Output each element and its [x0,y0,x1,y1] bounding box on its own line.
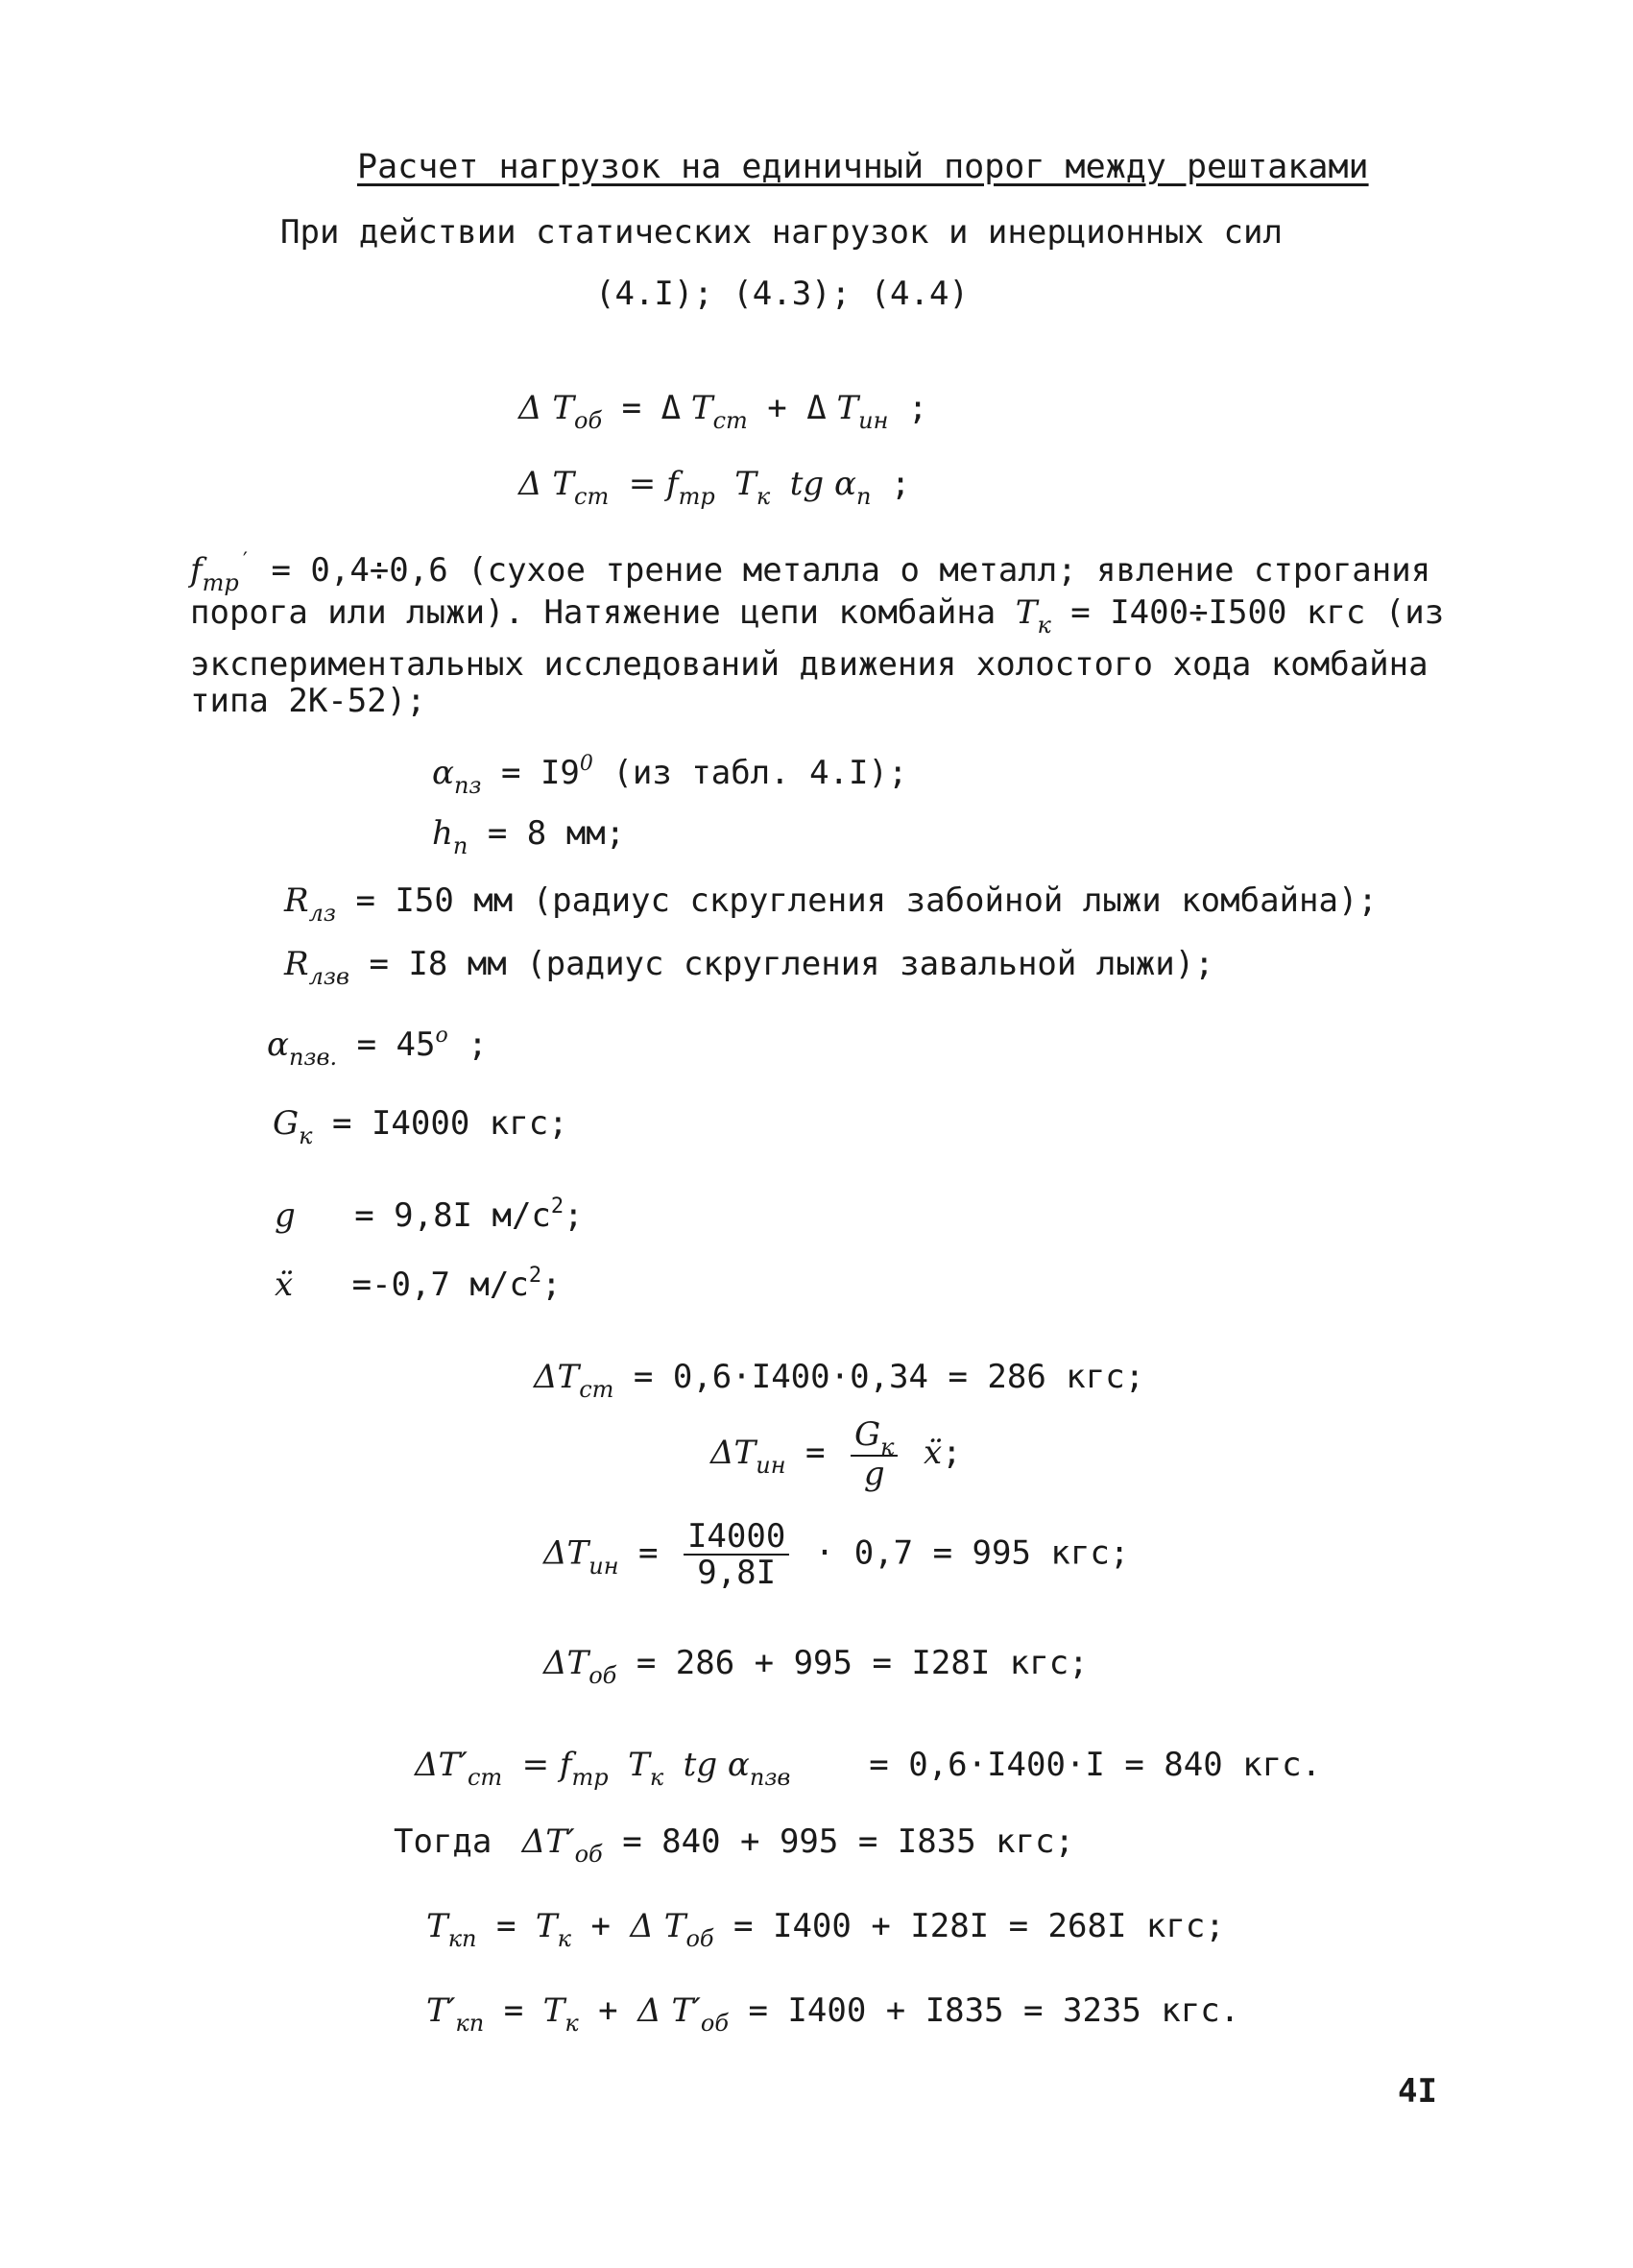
para-line-3: экспериментальных исследований движения холостого хода комбайна [190,645,1429,684]
calc-dT-ob-prime: Тогда $\Delta T'_{об} = 840 + 995 = I835$ кгс; [394,1822,1075,1868]
param-h-p: $h_п = 8$ мм; [432,814,626,859]
para-line-1: $f_{тр}' = 0,4\div 0,6$ (сухое трение металла о металл; явление строгания [190,549,1431,596]
calc-dT-in-formula: $\Delta T_{ин}$ = $\frac{G_к}{g}$ ẍ; [710,1415,962,1493]
subtitle: При действии статических нагрузок и инерционных сил [280,213,1283,252]
param-x-ddot: ẍ =-0,7 $м/с^2$; [275,1264,562,1304]
page-number: 4I [1398,2072,1437,2111]
param-alpha-pz: $\alpha_{пз} = I9^0$ (из табл. 4.I); [432,752,908,799]
param-R-lzv: $R_{лзв} = I8$ мм (радиус скругления завальной лыжи); [284,945,1214,990]
calc-dT-ob: $\Delta T_{об} = 286 + 995 = I28I$ кгс; [543,1644,1089,1689]
para-line-2: порога или лыжи). Натяжение цепи комбайна $T_к = I400\div I500$ кгс (из [190,593,1445,639]
param-g: g = 9,8I $м/с^2$; [275,1194,584,1235]
equation-static-load: Δ $T_{ст} = f_{тр}$ $T_к$ tg $\alpha_п$ ; [518,465,911,510]
page-title: Расчет нагрузок на единичный порог между рештаками [357,148,1369,186]
calc-dT-st: $\Delta T_{ст} = 0,6\cdot I400\cdot 0,34 = 286$ кгс; [534,1358,1145,1403]
calc-dT-in: $\Delta T_{ин}$ = $\frac{I4000}{9,8I}$ · 0,7 = 995 кгс; [543,1517,1130,1592]
calc-dT-st-prime: $\Delta T'_{ст} = f_{тр}$ $T_к$ tg $\alpha_{пзв}$ = 0,6·I400·I = 840 кгс. [415,1746,1322,1791]
param-alpha-pzv: $\alpha_{пзв.} = 45^о$ ; [267,1024,488,1071]
formula-refs: (4.I); (4.3); (4.4) [595,275,969,313]
param-R-lz: $R_{лз} = I50$ мм (радиус скругления забойной лыжи комбайна); [284,881,1378,927]
calc-T-kp-prime: $T'_{кп} = T_к + \Delta$ $T'_{об} = I400 + I835 = 3235$ кгс. [426,1991,1240,2037]
param-G-k: $G_к = I4000$ кгс; [273,1104,568,1149]
equation-total-load: Δ $T_{об} = \Delta$ $T_{ст} + \Delta$ $T_{ин}$ ; [518,389,928,434]
calc-T-kp: $T_{кп} = T_к + \Delta$ $T_{об} = I400 + I28I = 268I$ кгс; [426,1907,1225,1952]
para-line-4: типа 2К-52); [190,682,426,720]
